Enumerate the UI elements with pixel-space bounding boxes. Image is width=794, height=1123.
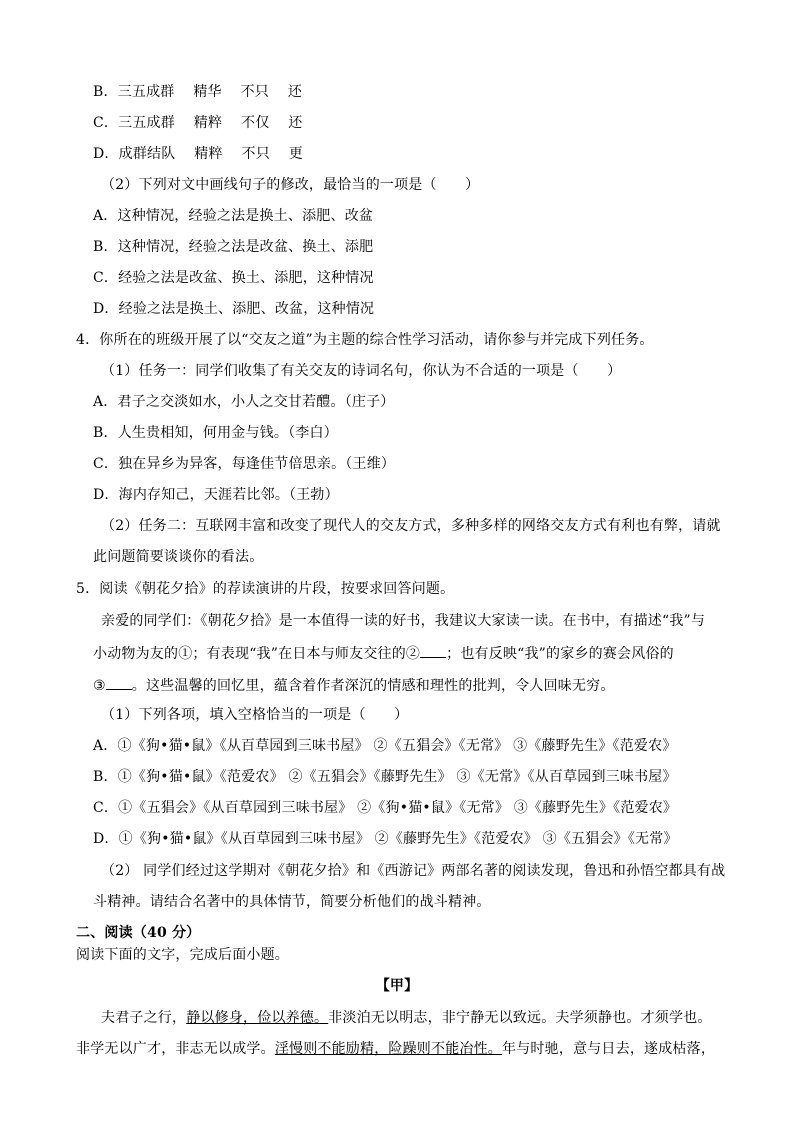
blank-2	[420, 643, 446, 658]
q4-task1: （1）任务一：同学们收集了有关交友的诗词名句，你认为不合适的一项是（ ）	[101, 363, 622, 379]
q5-passage-line2	[0, 643, 794, 661]
q3-2-option-c: C．经验之法是改盆、换土、添肥，这种情况	[93, 270, 374, 286]
q5-2-line1: （2） 同学们经过这学期对《朝花夕拾》和《西游记》两部名著的阅读发现，鲁迅和孙悟空都具有战	[101, 863, 726, 879]
q5-2-line2: 斗精神。请结合名著中的具体情节，简要分析他们的战斗精神。	[93, 894, 491, 910]
q4-option-c: C．独在异乡为异客，每逢佳节倍思亲。（王维）	[93, 456, 396, 472]
q4-task2-line1: （2）任务二：互联网丰富和改变了现代人的交友方式，多种多样的网络交友方式有利也有弊，请就	[101, 518, 721, 534]
passage-jia-title: 【甲】	[375, 978, 419, 994]
q5-passage-line2-text-a: 小动物为友的①；有表现“我”在日本与师友交往的②	[93, 646, 421, 662]
q3-2-stem: （2）下列对文中画线句子的修改，最恰当的一项是（ ）	[101, 177, 480, 193]
q5-passage-line1: 亲爱的同学们：《朝花夕拾》是一本值得一读的好书，我建议大家读一读。在书中，有描述“我”与	[101, 613, 706, 629]
q5-passage-line3-text-b: 。这些温馨的回忆里，蕴含着作者深沉的情感和理性的批判，令人回味无穷。	[131, 678, 615, 694]
passage-jia-line2-text-a: 非学无以广才，非志无以成学。	[76, 1041, 275, 1057]
section-2-intro: 阅读下面的文字，完成后面小题。	[76, 947, 289, 963]
passage-jia-line2-text-b: 年与时驰，意与日去，遂成枯落，	[502, 1041, 716, 1057]
q5-1-stem: （1）下列各项，填入空格恰当的一项是（ ）	[101, 707, 409, 723]
q3-2-option-b: B．这种情况，经验之法是改盆、换土、添肥	[93, 239, 374, 255]
underlined-sentence-2: 淫慢则不能励精，险躁则不能冶性。	[274, 1041, 503, 1057]
section-2-title: 二、阅读（40 分）	[76, 925, 201, 941]
q3-option-c: C．三五成群 精粹 不仅 还	[93, 115, 303, 131]
q5-option-d: D．①《狗•猫•鼠》《从百草园到三味书屋》 ②《藤野先生》《范爱农》 ③《五猖会》《无常》	[93, 831, 678, 847]
q5-option-a: A．①《狗•猫•鼠》《从百草园到三味书屋》 ②《五猖会》《无常》 ③《藤野先生》《范爱农》	[93, 738, 677, 754]
q4-option-b: B．人生贵相知，何用金与钱。（李白）	[93, 425, 338, 441]
q5-option-b: B．①《狗•猫•鼠》《范爱农》 ②《五猖会》《藤野先生》 ③《无常》《从百草园到三味书屋》	[93, 769, 677, 785]
passage-jia-line2	[0, 1040, 794, 1058]
passage-jia-line1	[0, 1009, 794, 1027]
q5-option-c: C．①《五猖会》《从百草园到三味书屋》 ②《狗•猫•鼠》《无常》 ③《藤野先生》《范爱农》	[93, 800, 678, 816]
q3-2-option-d: D．经验之法是换土、添肥、改盆，这种情况	[93, 301, 375, 317]
q3-option-b: B．三五成群 精华 不只 还	[93, 84, 303, 100]
q5-stem: 5．阅读《朝花夕拾》的荐读演讲的片段，按要求回答问题。	[76, 581, 455, 597]
blank-3	[106, 675, 132, 690]
q5-passage-line3	[0, 675, 794, 693]
passage-jia-line1-text-a: 夫君子之行，	[101, 1010, 187, 1026]
passage-jia-line1-text-b: 非淡泊无以明志，非宁静无以致远。夫学须静也。才须学也。	[328, 1010, 712, 1026]
q4-option-d: D．海内存知己，天涯若比邻。（王勃）	[93, 487, 339, 503]
q3-2-option-a: A．这种情况，经验之法是换土、添肥、改盆	[93, 208, 374, 224]
underlined-sentence-1: 静以修身，俭以养德。	[186, 1010, 329, 1026]
q3-option-d: D．成群结队 精粹 不只 更	[93, 146, 303, 162]
q4-task2-line2: 此问题简要谈谈你的看法。	[93, 549, 264, 565]
q5-passage-line2-text-b: ；也有反映“我”的家乡的赛会风俗的	[446, 646, 674, 662]
q4-stem: 4．你所在的班级开展了以“交友之道”为主题的综合性学习活动，请你参与并完成下列任务。	[76, 332, 654, 348]
q5-passage-line3-text-a: ③	[93, 678, 106, 694]
q4-option-a: A．君子之交淡如水，小人之交甘若醴。（庄子）	[93, 394, 395, 410]
